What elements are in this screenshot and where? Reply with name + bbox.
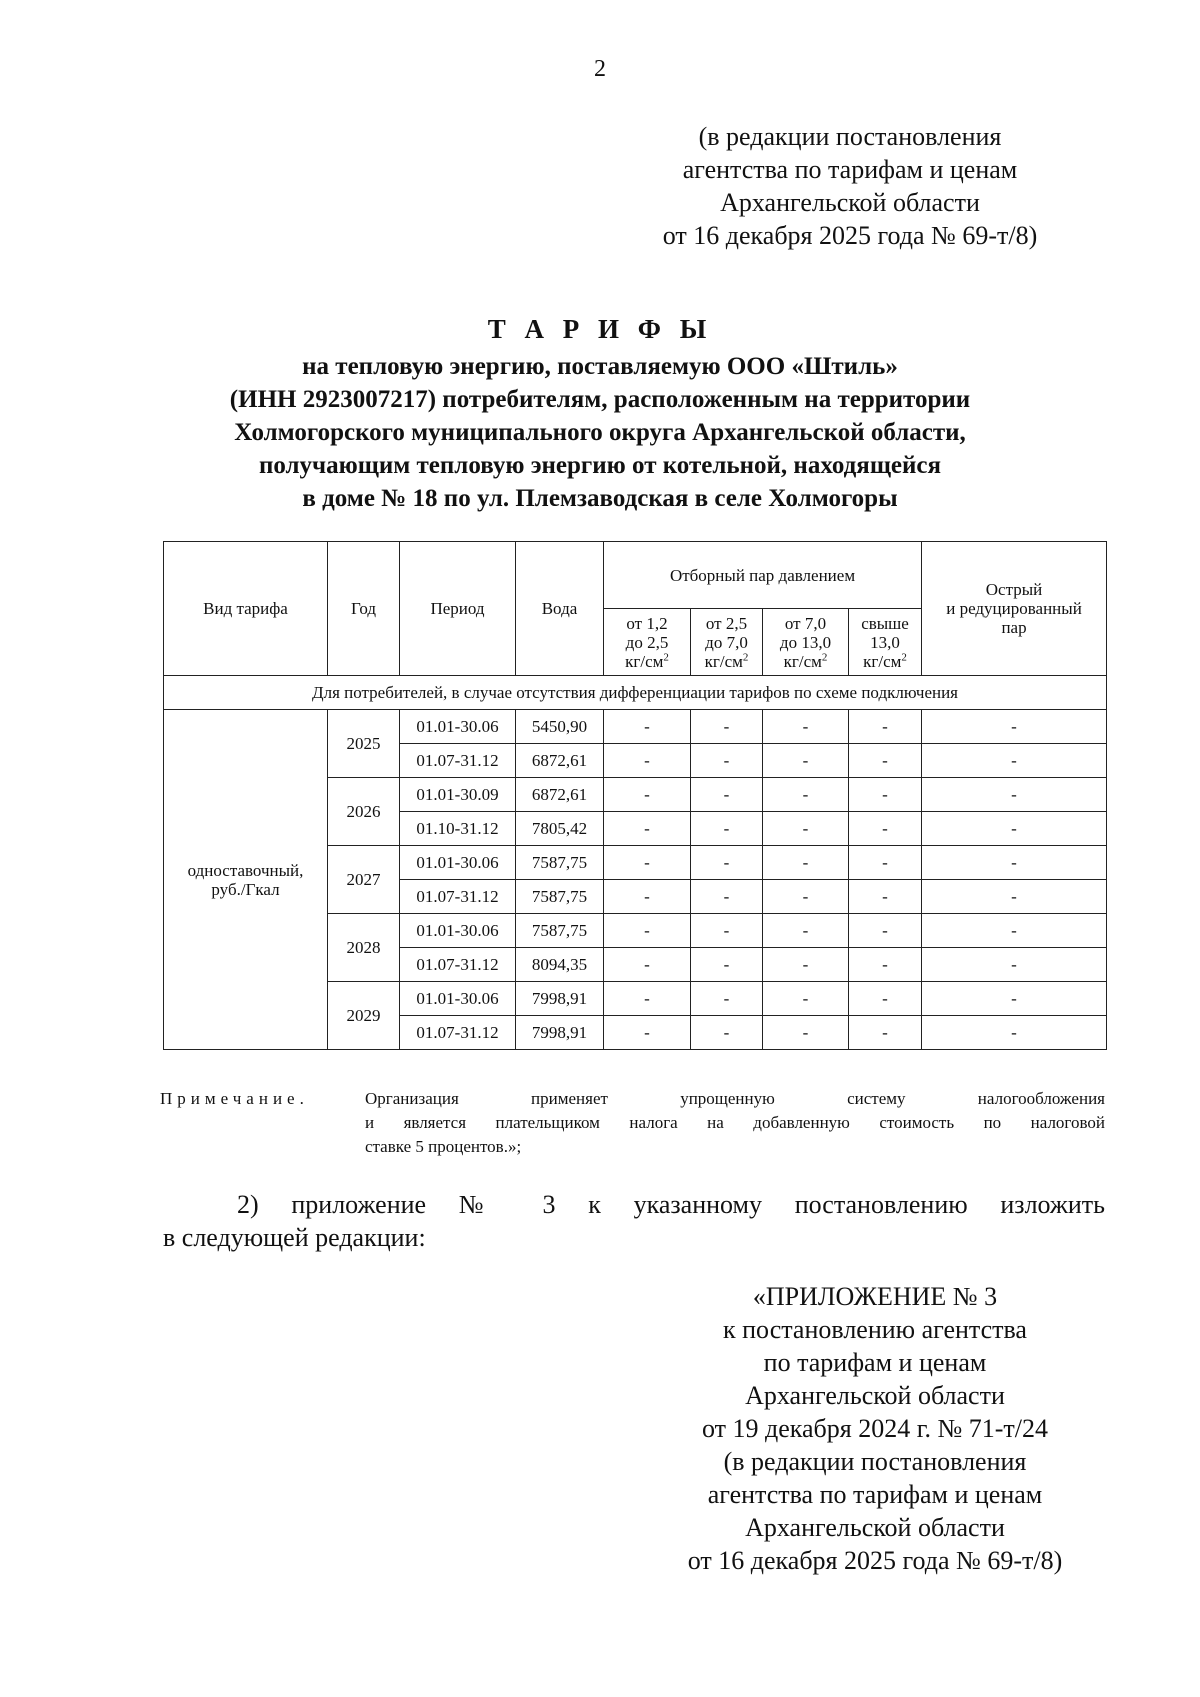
dash-cell: -: [691, 744, 763, 778]
water-value: 6872,61: [516, 778, 604, 812]
dash-cell: -: [691, 1016, 763, 1050]
dash-cell: -: [849, 880, 922, 914]
dash-cell: -: [849, 744, 922, 778]
header-steam-1: [604, 609, 691, 676]
dash-cell: -: [691, 846, 763, 880]
header-line: до 13,0: [779, 632, 832, 652]
subtitle-line: (ИНН 2923007217) потребителям, расположенным на территории: [229, 386, 971, 413]
appendix-line: от 16 декабря 2025 года № 69-т/8): [687, 1546, 1063, 1575]
dash-cell: -: [604, 914, 691, 948]
dash-cell: -: [922, 914, 1107, 948]
period-cell: 01.07-31.12: [400, 1016, 516, 1050]
period-cell: 01.01-30.06: [400, 846, 516, 880]
edition-line: Архангельской области: [720, 188, 980, 217]
tariff-name-line: руб./Гкал: [211, 879, 280, 899]
header-line: кг/см: [783, 651, 822, 671]
dash-cell: -: [849, 914, 922, 948]
table-row: [164, 710, 1107, 744]
water-value: 7998,91: [516, 1016, 604, 1050]
dash-cell: -: [691, 812, 763, 846]
dash-cell: -: [604, 880, 691, 914]
year-cell: 2025: [328, 710, 400, 778]
water-value: 8094,35: [516, 948, 604, 982]
header-line: от 2,5: [705, 613, 748, 633]
header-steam-4: [849, 609, 922, 676]
appendix-header: [640, 1280, 1110, 1577]
header-line: до 2,5: [625, 632, 669, 652]
year-cell: 2028: [328, 914, 400, 982]
header-period: Период: [400, 542, 516, 676]
dash-cell: -: [604, 778, 691, 812]
year-cell: 2027: [328, 846, 400, 914]
header-sharp-line: Острый: [985, 580, 1043, 599]
appendix-line: к постановлению агентства: [723, 1315, 1027, 1344]
header-sharp-line: и редуцированный: [946, 599, 1082, 618]
header-line: кг/см: [625, 651, 664, 671]
dash-cell: -: [763, 812, 849, 846]
year-cell: 2029: [328, 982, 400, 1050]
dash-cell: -: [691, 948, 763, 982]
appendix-line: от 19 декабря 2024 г. № 71-т/24: [701, 1414, 1049, 1443]
dash-cell: -: [849, 710, 922, 744]
period-cell: 01.01-30.06: [400, 982, 516, 1016]
dash-cell: -: [604, 948, 691, 982]
note-text: [365, 1087, 1105, 1159]
header-line: от 7,0: [784, 613, 827, 633]
dash-cell: -: [763, 982, 849, 1016]
dash-cell: -: [763, 1016, 849, 1050]
header-line: от 1,2: [626, 613, 668, 633]
dash-cell: -: [763, 778, 849, 812]
period-cell: 01.10-31.12: [400, 812, 516, 846]
tariff-name-cell: [164, 710, 328, 1050]
period-cell: 01.01-30.06: [400, 710, 516, 744]
dash-cell: -: [922, 880, 1107, 914]
note-line: и является плательщиком налога на добавленную стоимость по налоговой: [365, 1113, 1105, 1132]
dash-cell: -: [763, 914, 849, 948]
water-value: 7998,91: [516, 982, 604, 1016]
appendix-line: агентства по тарифам и ценам: [707, 1480, 1043, 1509]
header-tariff-type: Вид тарифа: [164, 542, 328, 676]
superscript: 2: [901, 650, 907, 663]
subtitle-line: получающим тепловую энергию от котельной, находящейся: [258, 452, 942, 479]
dash-cell: -: [691, 778, 763, 812]
note-line: ставке 5 процентов.»;: [365, 1137, 522, 1156]
dash-cell: -: [691, 880, 763, 914]
dash-cell: -: [849, 778, 922, 812]
dash-cell: -: [922, 1016, 1107, 1050]
dash-cell: -: [691, 982, 763, 1016]
dash-cell: -: [922, 982, 1107, 1016]
subtitle-line: в доме № 18 по ул. Племзаводская в селе Холмогоры: [302, 485, 898, 512]
consumer-group-label: Для потребителей, в случае отсутствия дифференциации тарифов по схеме подключения: [164, 676, 1107, 710]
water-value: 6872,61: [516, 744, 604, 778]
edition-line: от 16 декабря 2025 года № 69-т/8): [662, 221, 1038, 250]
water-value: 5450,90: [516, 710, 604, 744]
instruction-paragraph: [163, 1188, 1105, 1254]
note-label: Примечание.: [160, 1089, 309, 1108]
period-cell: 01.01-30.06: [400, 914, 516, 948]
header-sharp-steam: [922, 542, 1107, 676]
dash-cell: -: [763, 710, 849, 744]
period-cell: 01.07-31.12: [400, 948, 516, 982]
water-value: 7805,42: [516, 812, 604, 846]
dash-cell: -: [604, 812, 691, 846]
dash-cell: -: [922, 948, 1107, 982]
header-water: Вода: [516, 542, 604, 676]
header-line: кг/см: [704, 651, 743, 671]
tariff-table: [163, 541, 1107, 1050]
header-line: кг/см: [863, 651, 902, 671]
header-line: 13,0: [870, 632, 900, 652]
dash-cell: -: [763, 846, 849, 880]
header-line: свыше: [861, 613, 909, 633]
superscript: 2: [821, 650, 828, 663]
header-steam-3: [763, 609, 849, 676]
superscript: 2: [663, 650, 669, 663]
dash-cell: -: [763, 744, 849, 778]
dash-cell: -: [691, 710, 763, 744]
dash-cell: -: [604, 710, 691, 744]
note-line: Организация применяет упрощенную систему налогообложения: [365, 1089, 1105, 1108]
header-steam-2: [691, 609, 763, 676]
dash-cell: -: [922, 744, 1107, 778]
subtitle-line: на тепловую энергию, поставляемую ООО «Штиль»: [302, 353, 898, 380]
dash-cell: -: [604, 744, 691, 778]
water-value: 7587,75: [516, 880, 604, 914]
period-cell: 01.07-31.12: [400, 744, 516, 778]
header-line: до 7,0: [705, 632, 748, 652]
year-cell: 2026: [328, 778, 400, 846]
instruction-line: 2) приложение № 3 к указанному постановлению изложить: [237, 1190, 1105, 1219]
period-cell: 01.01-30.09: [400, 778, 516, 812]
superscript: 2: [742, 650, 749, 663]
appendix-line: «ПРИЛОЖЕНИЕ № 3: [752, 1282, 998, 1311]
tariff-name-line: одноставочный,: [187, 860, 304, 880]
dash-cell: -: [922, 812, 1107, 846]
header-year: Год: [328, 542, 400, 676]
document-subtitle: [100, 350, 1100, 515]
dash-cell: -: [604, 846, 691, 880]
subtitle-line: Холмогорского муниципального округа Архангельской области,: [234, 419, 966, 446]
dash-cell: -: [849, 846, 922, 880]
dash-cell: -: [849, 1016, 922, 1050]
dash-cell: -: [922, 778, 1107, 812]
dash-cell: -: [922, 710, 1107, 744]
period-cell: 01.07-31.12: [400, 880, 516, 914]
header-sharp-line: пар: [1001, 618, 1027, 637]
edition-line: агентства по тарифам и ценам: [682, 155, 1018, 184]
page-number: 2: [594, 56, 606, 82]
dash-cell: -: [763, 880, 849, 914]
appendix-line: по тарифам и ценам: [763, 1348, 987, 1377]
dash-cell: -: [604, 982, 691, 1016]
water-value: 7587,75: [516, 846, 604, 880]
edition-header: [620, 120, 1080, 252]
document-title: Т А Р И Ф Ы: [487, 314, 713, 344]
instruction-line: в следующей редакции:: [163, 1223, 426, 1252]
dash-cell: -: [849, 948, 922, 982]
dash-cell: -: [604, 1016, 691, 1050]
appendix-line: Архангельской области: [745, 1513, 1005, 1542]
dash-cell: -: [763, 948, 849, 982]
dash-cell: -: [691, 914, 763, 948]
dash-cell: -: [849, 812, 922, 846]
appendix-line: Архангельской области: [745, 1381, 1005, 1410]
edition-line: (в редакции постановления: [698, 122, 1002, 151]
dash-cell: -: [922, 846, 1107, 880]
dash-cell: -: [849, 982, 922, 1016]
water-value: 7587,75: [516, 914, 604, 948]
header-steam-group: Отборный пар давлением: [604, 542, 922, 609]
appendix-line: (в редакции постановления: [723, 1447, 1027, 1476]
